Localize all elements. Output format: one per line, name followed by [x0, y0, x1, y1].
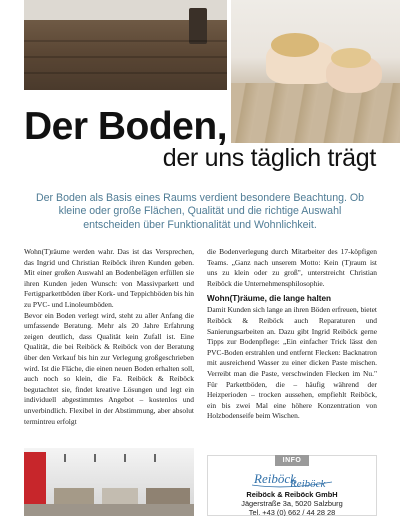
floor-photo	[24, 0, 227, 90]
info-tab-label: INFO	[275, 455, 309, 466]
paragraph: Bevor ein Boden verlegt wird, steht zu aller Anfang die umfassende Beratung. Mehr als 20 Jahre Erfahrung zeigen deutlich, dass Qualität kein Zufall ist. Eine Qualität, die bei Reiböck & Reiböck von der Beratung über den Verkauf bis hin zur Verlegung großgeschrieben wird. Ist die Fläche, die einen neuen Boden erhalten soll, auch noch so klein, die Fa. Reiböck & Reiböck begutachtet sie, findet kreative Lösungen und legt ein individuell abgestimmtes Angebot – kostenlos und unverbindlich. Flexibel in der Abstimmung, aber absolut termintreu erfolgt	[24, 310, 194, 426]
company-phone: Tel. +43 (0) 662 / 44 28 28	[248, 508, 336, 516]
article-column-right	[207, 247, 377, 422]
paragraph: Damit Kunden sich lange an ihren Böden erfreuen, bietet Reiböck & Reiböck auch Reparaturen und Sanierungsarbeiten an. Dazu gibt Ingrid Reiböck gerne Tipps zur Bodenpflege: „Ein einfacher Trick lässt den PVC-Boden erstrahlen und entfernt Flecken: Backnatron mit ausreichend Wasser zu einer dicken Paste mischen. Verreibt man die Paste, verschwinden Flecken im Nu." Für Parkettböden, die – häufig während der Heizperioden – trocken aussehen, empfiehlt Reiböck, ein bis zwei Mal eine höhere Konzentration von Holzbodenseife beim Wischen.	[207, 305, 377, 421]
paragraph: Wohn(T)räume werden wahr. Das ist das Versprechen, das Ingrid und Christian Reiböck ihren Kunden geben. Mit einer großen Auswahl an Bodenbelägen erfüllen sie ihren Kunden jeden Wunsch: von Massivparkett und Fertigparkettböden über Kork- und Teppichböden bis hin zu PVC- und Linoleumböden.	[24, 247, 194, 309]
company-address: Jägerstraße 3a, 5020 Salzburg	[241, 499, 343, 508]
lead-paragraph: Der Boden als Basis eines Raums verdient besondere Beachtung. Ob kleine oder große Flächen, Qualität und die richtige Auswahl entscheiden über Funktionalität und Wohnlichkeit.	[35, 192, 364, 231]
section-subheading: Wohn(T)räume, die lange halten	[207, 294, 332, 304]
company-name: Reiböck & Reiböck GmbH	[246, 490, 338, 499]
svg-text:Reiböck: Reiböck	[290, 478, 326, 490]
headline-line1: Der Boden,	[24, 105, 228, 148]
article-column-left	[24, 247, 194, 427]
paragraph: die Bodenverlegung durch Mitarbeiter des 17-köpfigen Teams. „Ganz nach unserem Motto: Kein (T)raum ist uns zu klein oder zu groß", unterstreicht Christian Reiböck die Unternehmensphilosophie.	[207, 247, 377, 288]
showroom-photo	[24, 448, 194, 516]
company-logo	[246, 468, 338, 490]
children-on-floor-photo	[231, 0, 400, 143]
svg-text:Reiböck: Reiböck	[254, 471, 296, 486]
headline-line2: der uns täglich trägt	[162, 144, 376, 172]
